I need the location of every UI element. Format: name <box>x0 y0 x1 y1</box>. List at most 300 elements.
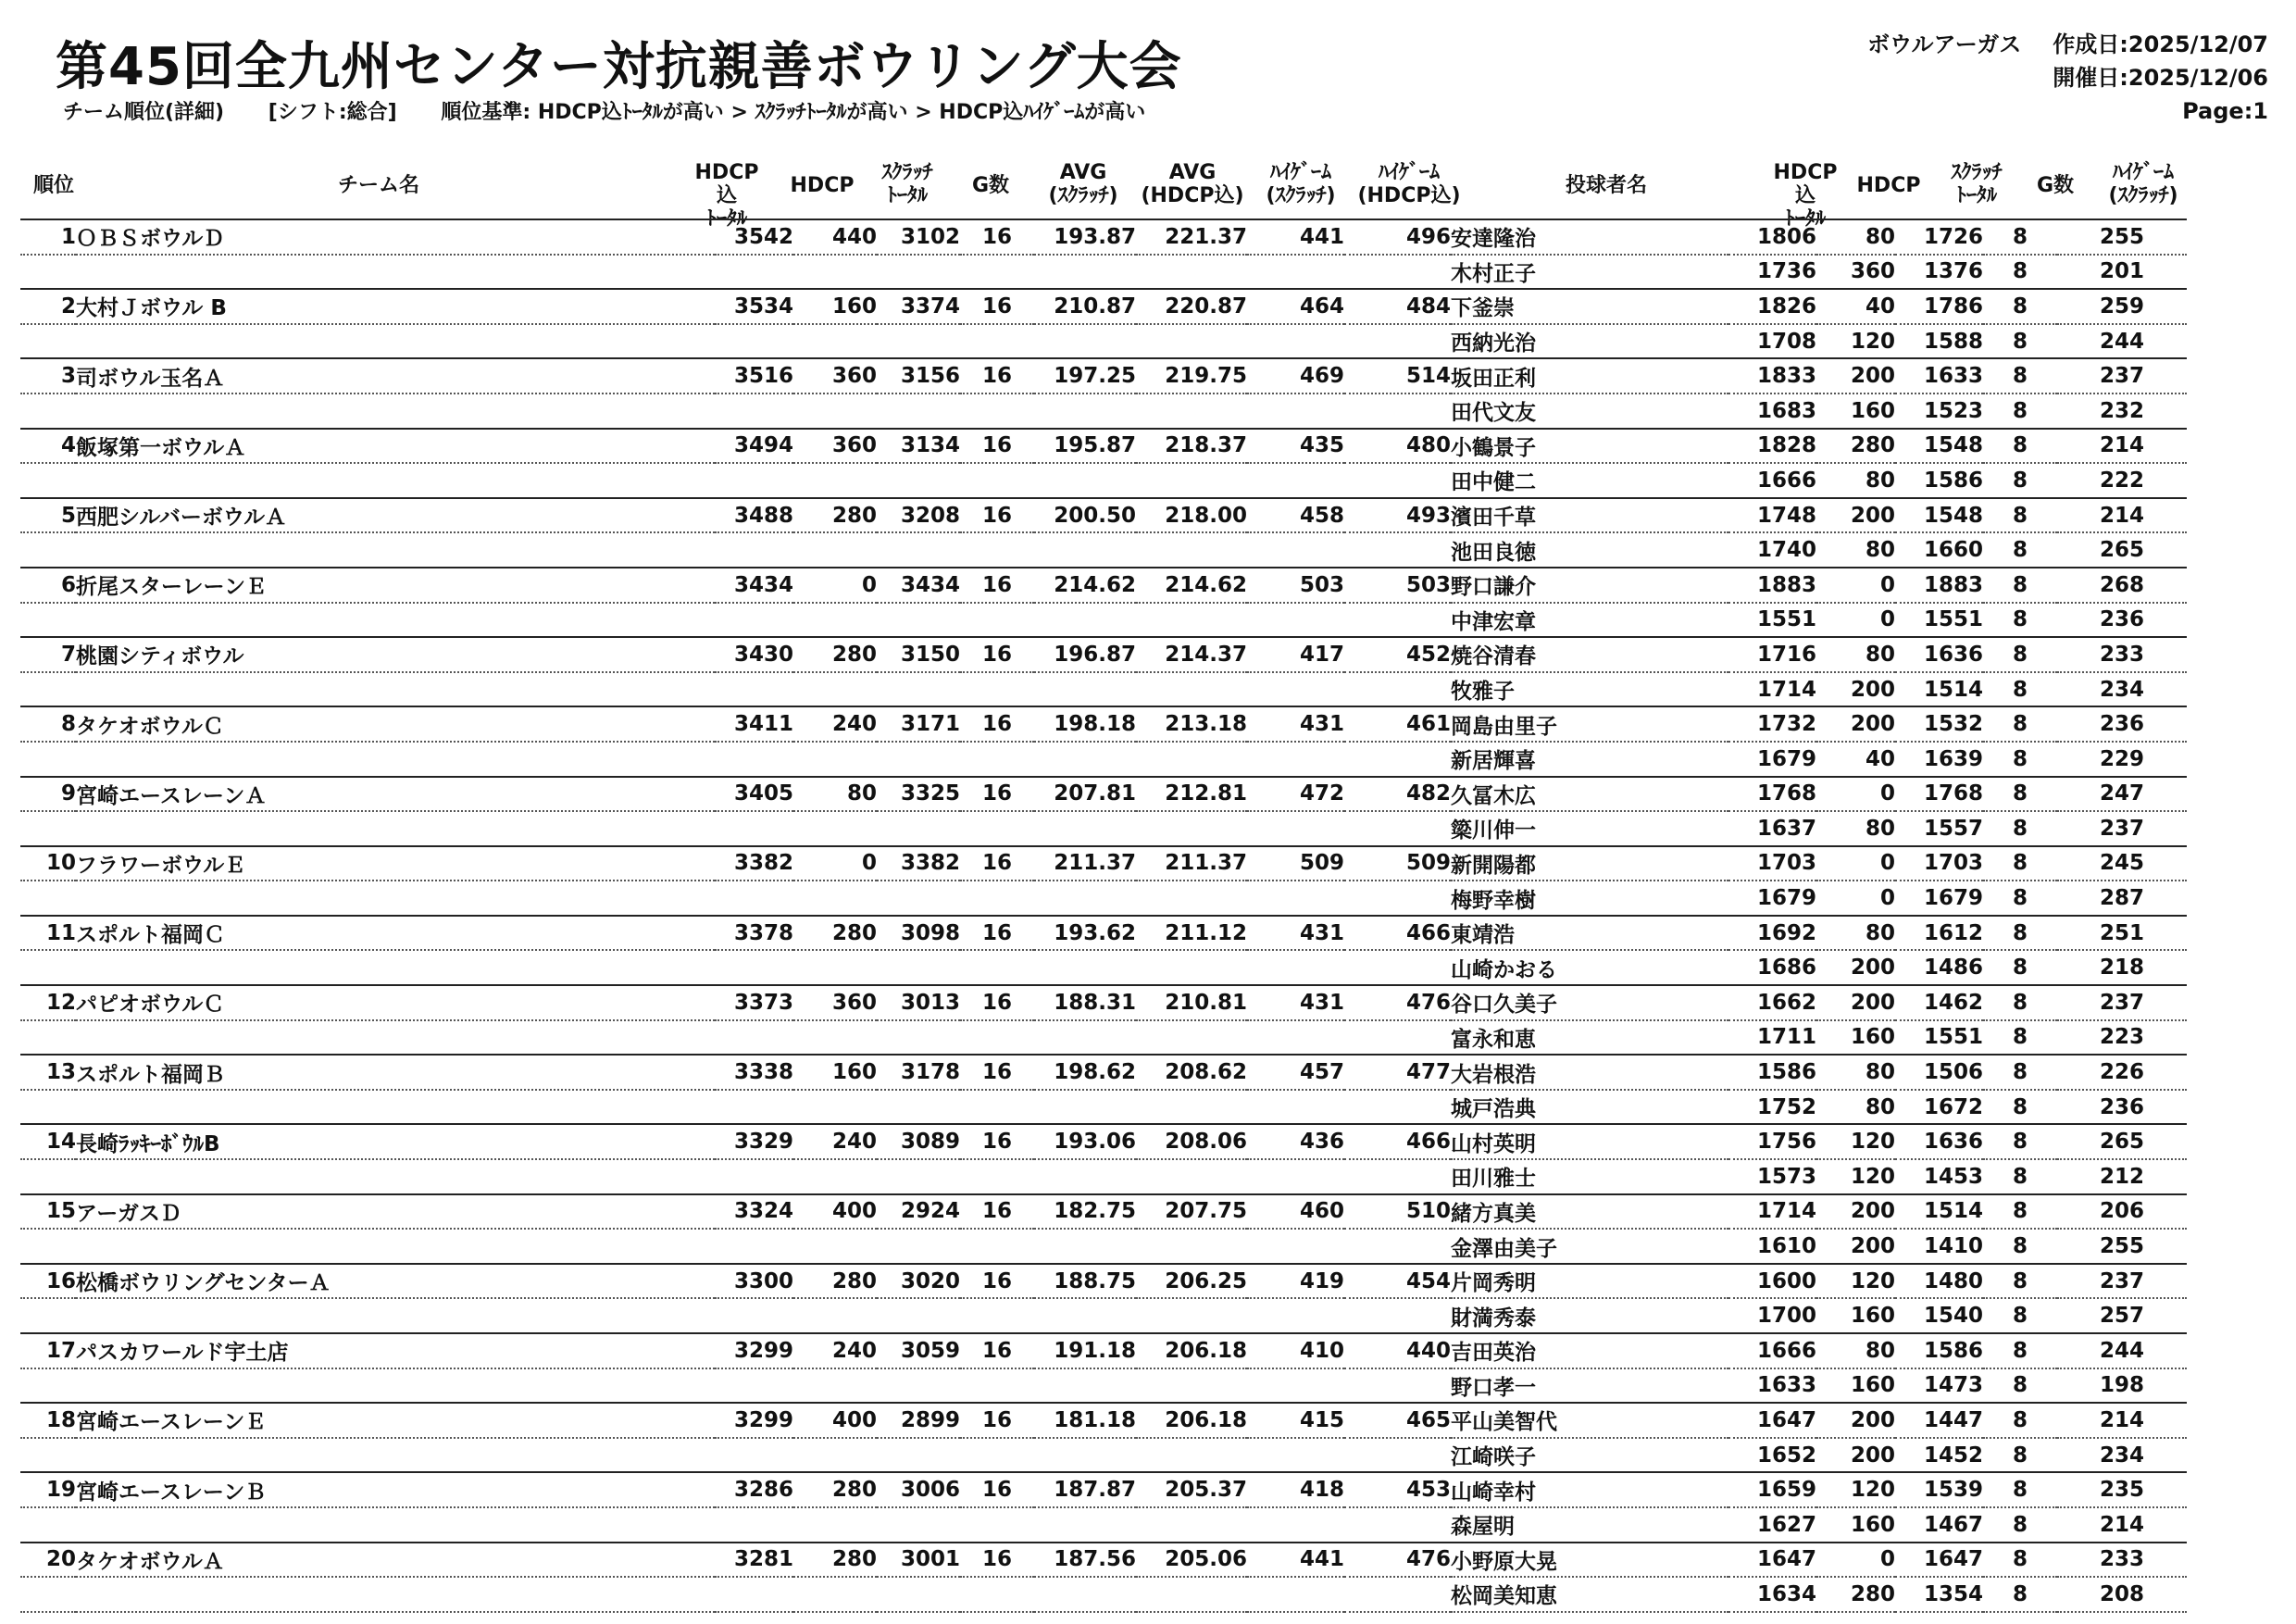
empty-cell <box>76 1438 715 1473</box>
team-high-scratch: 441 <box>1247 219 1344 255</box>
player-hdcp-total: 1652 <box>1728 1438 1816 1473</box>
team-scratch-total: 3020 <box>877 1264 960 1299</box>
player-scratch-total: 1786 <box>1895 289 1983 324</box>
team-high-hdcp: 514 <box>1344 358 1451 394</box>
empty-cell <box>76 532 715 568</box>
empty-cell <box>960 950 1034 985</box>
empty-cell <box>960 742 1034 777</box>
player-games: 8 <box>1983 1229 2057 1264</box>
empty-cell <box>1136 881 1247 916</box>
empty-cell <box>1247 1577 1344 1612</box>
team-high-hdcp: 466 <box>1344 916 1451 951</box>
player-row <box>20 1229 2187 1264</box>
player-name: 田代文友 <box>1451 394 1728 429</box>
player-name: 山村英明 <box>1451 1124 1728 1159</box>
team-row <box>20 985 2187 1020</box>
team-avg-scratch: 181.18 <box>1034 1403 1136 1438</box>
player-games: 8 <box>1983 881 2057 916</box>
empty-cell <box>715 1229 793 1264</box>
empty-cell <box>1136 1090 1247 1125</box>
empty-cell <box>715 1438 793 1473</box>
player-games: 8 <box>1983 985 2057 1020</box>
team-avg-hdcp: 211.12 <box>1136 916 1247 951</box>
empty-cell <box>1034 1229 1136 1264</box>
player-row <box>20 811 2187 846</box>
player-name: 野口謙介 <box>1451 568 1728 603</box>
team-scratch-total: 3150 <box>877 637 960 672</box>
empty-cell <box>20 1507 76 1543</box>
empty-cell <box>76 603 715 638</box>
empty-cell <box>1034 394 1136 429</box>
player-games: 8 <box>1983 1577 2057 1612</box>
player-hdcp-total: 1573 <box>1728 1159 1816 1194</box>
team-high-hdcp: 480 <box>1344 429 1451 464</box>
empty-cell <box>76 1020 715 1056</box>
empty-cell <box>76 811 715 846</box>
empty-cell <box>20 881 76 916</box>
empty-cell <box>793 950 877 985</box>
team-rank: 4 <box>20 429 76 464</box>
team-hdcp-total: 3434 <box>715 568 793 603</box>
team-high-scratch: 509 <box>1247 846 1344 881</box>
empty-cell <box>877 881 960 916</box>
team-avg-scratch: 188.31 <box>1034 985 1136 1020</box>
player-hdcp-total: 1711 <box>1728 1020 1816 1056</box>
team-games: 16 <box>960 568 1034 603</box>
team-high-hdcp: 484 <box>1344 289 1451 324</box>
team-row <box>20 1403 2187 1438</box>
player-name: 田川雅士 <box>1451 1159 1728 1194</box>
player-games: 8 <box>1983 1159 2057 1194</box>
player-hdcp: 200 <box>1816 950 1895 985</box>
team-high-scratch: 441 <box>1247 1543 1344 1578</box>
empty-cell <box>715 1090 793 1125</box>
player-hdcp: 80 <box>1816 1055 1895 1090</box>
empty-cell <box>793 1298 877 1333</box>
team-avg-hdcp: 207.75 <box>1136 1194 1247 1230</box>
empty-cell <box>715 394 793 429</box>
player-hdcp: 120 <box>1816 324 1895 359</box>
player-hdcp-total: 1714 <box>1728 672 1816 707</box>
team-avg-scratch: 197.25 <box>1034 358 1136 394</box>
player-hdcp-total: 1716 <box>1728 637 1816 672</box>
team-avg-scratch: 214.62 <box>1034 568 1136 603</box>
team-high-scratch: 503 <box>1247 568 1344 603</box>
player-games: 8 <box>1983 637 2057 672</box>
player-games: 8 <box>1983 1438 2057 1473</box>
team-rank: 12 <box>20 985 76 1020</box>
empty-cell <box>715 463 793 498</box>
empty-cell <box>793 603 877 638</box>
team-row <box>20 429 2187 464</box>
empty-cell <box>715 603 793 638</box>
team-scratch-total: 3098 <box>877 916 960 951</box>
player-row <box>20 1298 2187 1333</box>
empty-cell <box>1247 672 1344 707</box>
player-name: 平山美智代 <box>1451 1403 1728 1438</box>
empty-cell <box>793 1577 877 1612</box>
empty-cell <box>960 1298 1034 1333</box>
team-row <box>20 1543 2187 1578</box>
team-hdcp: 360 <box>793 358 877 394</box>
player-scratch-total: 1480 <box>1895 1264 1983 1299</box>
player-scratch-total: 1639 <box>1895 742 1983 777</box>
team-name: アーガスＤ <box>76 1194 715 1230</box>
player-hdcp-total: 1732 <box>1728 706 1816 742</box>
team-high-scratch: 431 <box>1247 916 1344 951</box>
player-hdcp: 200 <box>1816 1438 1895 1473</box>
empty-cell <box>1034 881 1136 916</box>
empty-cell <box>793 255 877 290</box>
team-avg-hdcp: 206.18 <box>1136 1333 1247 1368</box>
empty-cell <box>20 1229 76 1264</box>
empty-cell <box>960 324 1034 359</box>
player-hdcp-total: 1679 <box>1728 742 1816 777</box>
player-name: 簗川伸一 <box>1451 811 1728 846</box>
empty-cell <box>1034 603 1136 638</box>
team-row <box>20 777 2187 812</box>
team-high-scratch: 431 <box>1247 985 1344 1020</box>
team-name: ＯＢＳボウルＤ <box>76 219 715 255</box>
empty-cell <box>793 532 877 568</box>
team-high-hdcp: 461 <box>1344 706 1451 742</box>
player-name: 新開陽都 <box>1451 846 1728 881</box>
team-games: 16 <box>960 429 1034 464</box>
team-name: 桃園シティボウル <box>76 637 715 672</box>
player-high-scratch: 214 <box>2057 1507 2187 1543</box>
empty-cell <box>715 324 793 359</box>
player-row <box>20 950 2187 985</box>
ranking-criteria: 順位基準: HDCP込ﾄｰﾀﾙが高い > ｽｸﾗｯﾁﾄｰﾀﾙが高い > HDCP込ﾊｲｹﾞｰﾑが高い <box>441 101 1146 124</box>
col-player-games: G数 <box>2036 174 2075 197</box>
empty-cell <box>960 603 1034 638</box>
player-games: 8 <box>1983 394 2057 429</box>
player-hdcp-total: 1828 <box>1728 429 1816 464</box>
player-name: 安達隆治 <box>1451 219 1728 255</box>
player-high-scratch: 232 <box>2057 394 2187 429</box>
empty-cell <box>960 1438 1034 1473</box>
empty-cell <box>20 1090 76 1125</box>
team-games: 16 <box>960 219 1034 255</box>
player-scratch-total: 1633 <box>1895 358 1983 394</box>
team-high-scratch: 435 <box>1247 429 1344 464</box>
team-avg-scratch: 210.87 <box>1034 289 1136 324</box>
empty-cell <box>1344 1159 1451 1194</box>
player-hdcp-total: 1700 <box>1728 1298 1816 1333</box>
empty-cell <box>793 1229 877 1264</box>
player-name: 大岩根浩 <box>1451 1055 1728 1090</box>
empty-cell <box>1034 1020 1136 1056</box>
player-name: 金澤由美子 <box>1451 1229 1728 1264</box>
player-hdcp-total: 1736 <box>1728 255 1816 290</box>
empty-cell <box>1344 603 1451 638</box>
player-name: 松岡美知恵 <box>1451 1577 1728 1612</box>
col-avg-scratch: AVG (ｽｸﾗｯﾁ) <box>1048 161 1118 207</box>
player-name: 焼谷清春 <box>1451 637 1728 672</box>
team-scratch-total: 3013 <box>877 985 960 1020</box>
team-hdcp-total: 3300 <box>715 1264 793 1299</box>
empty-cell <box>1247 532 1344 568</box>
team-avg-hdcp: 206.25 <box>1136 1264 1247 1299</box>
team-name: タケオボウルＡ <box>76 1543 715 1578</box>
empty-cell <box>1344 811 1451 846</box>
team-hdcp: 80 <box>793 777 877 812</box>
team-hdcp: 360 <box>793 429 877 464</box>
player-name: 片岡秀明 <box>1451 1264 1728 1299</box>
team-high-hdcp: 509 <box>1344 846 1451 881</box>
empty-cell <box>960 672 1034 707</box>
player-high-scratch: 265 <box>2057 1124 2187 1159</box>
player-high-scratch: 244 <box>2057 324 2187 359</box>
empty-cell <box>1247 394 1344 429</box>
team-rank: 14 <box>20 1124 76 1159</box>
team-avg-hdcp: 206.18 <box>1136 1403 1247 1438</box>
empty-cell <box>1034 1090 1136 1125</box>
team-row <box>20 1124 2187 1159</box>
team-name: 司ボウル玉名Ａ <box>76 358 715 394</box>
player-games: 8 <box>1983 1403 2057 1438</box>
empty-cell <box>877 1368 960 1404</box>
empty-cell <box>715 742 793 777</box>
player-hdcp: 80 <box>1816 1090 1895 1125</box>
empty-cell <box>76 1090 715 1125</box>
team-avg-scratch: 191.18 <box>1034 1333 1136 1368</box>
empty-cell <box>793 742 877 777</box>
empty-cell <box>1247 324 1344 359</box>
empty-cell <box>76 394 715 429</box>
team-avg-scratch: 193.62 <box>1034 916 1136 951</box>
player-name: 坂田正利 <box>1451 358 1728 394</box>
empty-cell <box>793 1090 877 1125</box>
team-hdcp-total: 3329 <box>715 1124 793 1159</box>
empty-cell <box>1136 324 1247 359</box>
empty-cell <box>20 950 76 985</box>
player-high-scratch: 287 <box>2057 881 2187 916</box>
player-name: 中津宏章 <box>1451 603 1728 638</box>
empty-cell <box>76 324 715 359</box>
team-avg-scratch: 200.50 <box>1034 498 1136 533</box>
team-high-hdcp: 496 <box>1344 219 1451 255</box>
player-scratch-total: 1726 <box>1895 219 1983 255</box>
empty-cell <box>1247 811 1344 846</box>
team-hdcp-total: 3534 <box>715 289 793 324</box>
player-hdcp-total: 1833 <box>1728 358 1816 394</box>
player-name: 小野原大晃 <box>1451 1543 1728 1578</box>
player-row <box>20 463 2187 498</box>
player-hdcp: 160 <box>1816 1368 1895 1404</box>
player-games: 8 <box>1983 777 2057 812</box>
player-high-scratch: 259 <box>2057 289 2187 324</box>
team-row <box>20 846 2187 881</box>
player-high-scratch: 247 <box>2057 777 2187 812</box>
player-games: 8 <box>1983 1020 2057 1056</box>
empty-cell <box>76 1577 715 1612</box>
player-scratch-total: 1506 <box>1895 1055 1983 1090</box>
player-row <box>20 1368 2187 1404</box>
player-scratch-total: 1548 <box>1895 429 1983 464</box>
empty-cell <box>715 532 793 568</box>
empty-cell <box>960 532 1034 568</box>
empty-cell <box>1247 1438 1344 1473</box>
team-scratch-total: 3001 <box>877 1543 960 1578</box>
team-name: パスカワールド宇土店 <box>76 1333 715 1368</box>
empty-cell <box>793 672 877 707</box>
empty-cell <box>1034 255 1136 290</box>
empty-cell <box>793 463 877 498</box>
empty-cell <box>1034 1298 1136 1333</box>
player-hdcp: 200 <box>1816 672 1895 707</box>
team-row <box>20 1264 2187 1299</box>
player-name: 東靖浩 <box>1451 916 1728 951</box>
player-high-scratch: 212 <box>2057 1159 2187 1194</box>
player-row <box>20 1438 2187 1473</box>
empty-cell <box>76 1229 715 1264</box>
empty-cell <box>76 1368 715 1404</box>
team-hdcp: 240 <box>793 706 877 742</box>
player-scratch-total: 1539 <box>1895 1472 1983 1507</box>
player-hdcp-total: 1883 <box>1728 568 1816 603</box>
player-scratch-total: 1636 <box>1895 637 1983 672</box>
player-games: 8 <box>1983 1264 2057 1299</box>
empty-cell <box>715 1368 793 1404</box>
player-games: 8 <box>1983 742 2057 777</box>
empty-cell <box>960 1229 1034 1264</box>
team-hdcp: 400 <box>793 1403 877 1438</box>
team-avg-hdcp: 212.81 <box>1136 777 1247 812</box>
player-row <box>20 1159 2187 1194</box>
player-high-scratch: 236 <box>2057 603 2187 638</box>
team-hdcp-total: 3378 <box>715 916 793 951</box>
player-games: 8 <box>1983 1090 2057 1125</box>
empty-cell <box>1344 950 1451 985</box>
team-hdcp-total: 3542 <box>715 219 793 255</box>
player-hdcp-total: 1634 <box>1728 1577 1816 1612</box>
col-rank: 順位 <box>33 174 75 197</box>
team-scratch-total: 3434 <box>877 568 960 603</box>
team-games: 16 <box>960 777 1034 812</box>
team-hdcp-total: 3494 <box>715 429 793 464</box>
team-hdcp: 280 <box>793 1472 877 1507</box>
empty-cell <box>877 1159 960 1194</box>
team-avg-hdcp: 219.75 <box>1136 358 1247 394</box>
player-hdcp-total: 1647 <box>1728 1543 1816 1578</box>
team-hdcp-total: 3299 <box>715 1333 793 1368</box>
team-avg-scratch: 193.06 <box>1034 1124 1136 1159</box>
team-hdcp: 280 <box>793 637 877 672</box>
team-avg-hdcp: 220.87 <box>1136 289 1247 324</box>
empty-cell <box>20 603 76 638</box>
empty-cell <box>1247 463 1344 498</box>
team-row <box>20 289 2187 324</box>
team-hdcp-total: 3373 <box>715 985 793 1020</box>
empty-cell <box>960 881 1034 916</box>
team-name: 宮崎エースレーンＡ <box>76 777 715 812</box>
team-games: 16 <box>960 846 1034 881</box>
team-hdcp: 280 <box>793 916 877 951</box>
empty-cell <box>1136 1229 1247 1264</box>
team-avg-hdcp: 214.62 <box>1136 568 1247 603</box>
player-high-scratch: 233 <box>2057 1543 2187 1578</box>
player-row <box>20 881 2187 916</box>
team-scratch-total: 3156 <box>877 358 960 394</box>
team-hdcp-total: 3411 <box>715 706 793 742</box>
player-hdcp-total: 1647 <box>1728 1403 1816 1438</box>
team-name: 飯塚第一ボウルＡ <box>76 429 715 464</box>
empty-cell <box>1136 532 1247 568</box>
player-high-scratch: 226 <box>2057 1055 2187 1090</box>
empty-cell <box>793 1020 877 1056</box>
player-hdcp-total: 1662 <box>1728 985 1816 1020</box>
empty-cell <box>793 881 877 916</box>
empty-cell <box>877 1298 960 1333</box>
player-high-scratch: 233 <box>2057 637 2187 672</box>
empty-cell <box>1034 672 1136 707</box>
player-hdcp-total: 1551 <box>1728 603 1816 638</box>
player-hdcp-total: 1637 <box>1728 811 1816 846</box>
player-name: 梅野幸樹 <box>1451 881 1728 916</box>
player-high-scratch: 214 <box>2057 1403 2187 1438</box>
player-name: 濱田千草 <box>1451 498 1728 533</box>
player-name: 牧雅子 <box>1451 672 1728 707</box>
empty-cell <box>877 603 960 638</box>
team-name: フラワーボウルＥ <box>76 846 715 881</box>
team-high-scratch: 457 <box>1247 1055 1344 1090</box>
player-row <box>20 324 2187 359</box>
player-scratch-total: 1462 <box>1895 985 1983 1020</box>
player-name: 田中健二 <box>1451 463 1728 498</box>
team-scratch-total: 3178 <box>877 1055 960 1090</box>
player-high-scratch: 201 <box>2057 255 2187 290</box>
team-scratch-total: 2924 <box>877 1194 960 1230</box>
player-row <box>20 255 2187 290</box>
player-high-scratch: 237 <box>2057 811 2187 846</box>
empty-cell <box>20 1438 76 1473</box>
empty-cell <box>1136 1368 1247 1404</box>
team-avg-scratch: 198.18 <box>1034 706 1136 742</box>
team-high-hdcp: 510 <box>1344 1194 1451 1230</box>
team-name: パピオボウルＣ <box>76 985 715 1020</box>
team-row <box>20 568 2187 603</box>
player-games: 8 <box>1983 1472 2057 1507</box>
team-rank: 9 <box>20 777 76 812</box>
player-hdcp: 200 <box>1816 1229 1895 1264</box>
team-hdcp-total: 3382 <box>715 846 793 881</box>
team-games: 16 <box>960 1403 1034 1438</box>
player-hdcp: 0 <box>1816 603 1895 638</box>
empty-cell <box>1034 532 1136 568</box>
team-rank: 10 <box>20 846 76 881</box>
team-avg-hdcp: 211.37 <box>1136 846 1247 881</box>
player-hdcp: 120 <box>1816 1264 1895 1299</box>
team-name: 宮崎エースレーンＥ <box>76 1403 715 1438</box>
team-name: 長崎ﾗｯｷｰﾎﾞｳﾙB <box>76 1124 715 1159</box>
empty-cell <box>793 1438 877 1473</box>
empty-cell <box>76 463 715 498</box>
team-avg-scratch: 193.87 <box>1034 219 1136 255</box>
empty-cell <box>20 324 76 359</box>
empty-cell <box>1136 1020 1247 1056</box>
player-games: 8 <box>1983 1194 2057 1230</box>
empty-cell <box>877 950 960 985</box>
col-hdcp: HDCP <box>790 174 855 197</box>
team-high-scratch: 431 <box>1247 706 1344 742</box>
player-games: 8 <box>1983 1055 2057 1090</box>
empty-cell <box>1247 603 1344 638</box>
team-games: 16 <box>960 985 1034 1020</box>
team-avg-scratch: 187.56 <box>1034 1543 1136 1578</box>
player-games: 8 <box>1983 1543 2057 1578</box>
player-hdcp-total: 1666 <box>1728 1333 1816 1368</box>
